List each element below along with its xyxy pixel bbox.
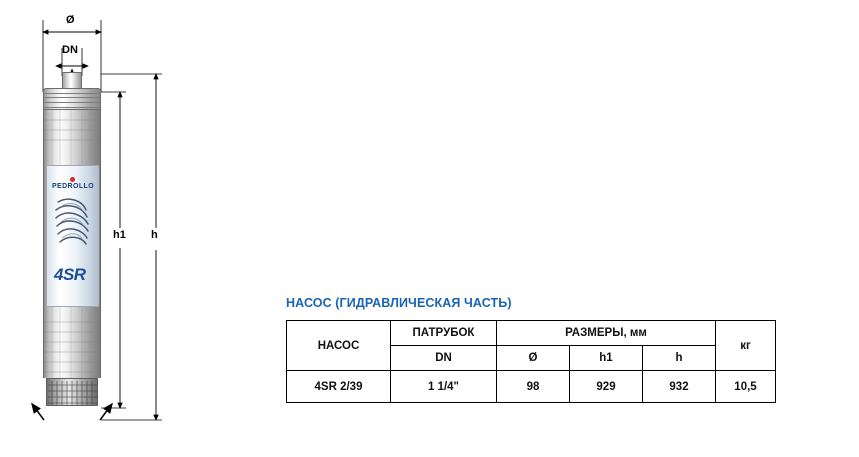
- brand-dot-icon: [70, 177, 75, 182]
- pump-suction-strainer: [46, 378, 98, 406]
- pump-spec-table: [286, 320, 776, 403]
- cell-weight: 10,5: [716, 371, 776, 403]
- header-diameter: Ø: [497, 346, 570, 371]
- table-header-row-1: [287, 321, 776, 346]
- pump-body: [43, 110, 101, 378]
- dimension-label-diameter: Ø: [66, 14, 75, 26]
- header-h: h: [643, 346, 716, 371]
- header-dn: DN: [391, 346, 497, 371]
- pump-technical-drawing: [0, 0, 260, 457]
- dimension-label-dn: DN: [62, 44, 78, 56]
- cell-h: 932: [643, 371, 716, 403]
- pump-top-cap: [43, 88, 101, 110]
- cell-diameter: 98: [497, 371, 570, 403]
- spec-table-title: НАСОС (ГИДРАВЛИЧЕСКАЯ ЧАСТЬ): [286, 296, 512, 310]
- cell-dn: 1 1/4": [391, 371, 497, 403]
- impeller-graphic: [52, 192, 94, 250]
- brand-logo: [51, 176, 95, 190]
- pump-spec-section: [286, 296, 806, 403]
- header-sizes: РАЗМЕРЫ, мм: [497, 321, 716, 346]
- cell-pump-model: 4SR 2/39: [287, 371, 391, 403]
- table-row: [287, 371, 776, 403]
- header-pump: НАСОС: [287, 321, 391, 371]
- brand-name: PEDROLLO: [51, 183, 95, 190]
- pump-illustration: [43, 88, 101, 408]
- pump-brand-label: [47, 165, 99, 307]
- header-h1: h1: [570, 346, 643, 371]
- strainer-mesh: [47, 379, 97, 405]
- pump-model-tag: 4SR: [54, 265, 86, 284]
- dimension-lines: [0, 0, 260, 457]
- header-weight: кг: [716, 321, 776, 371]
- dimension-label-h1: h1: [113, 229, 126, 241]
- header-port: ПАТРУБОК: [391, 321, 497, 346]
- cell-h1: 929: [570, 371, 643, 403]
- pump-discharge-neck: [62, 72, 82, 89]
- dimension-label-h: h: [151, 229, 158, 241]
